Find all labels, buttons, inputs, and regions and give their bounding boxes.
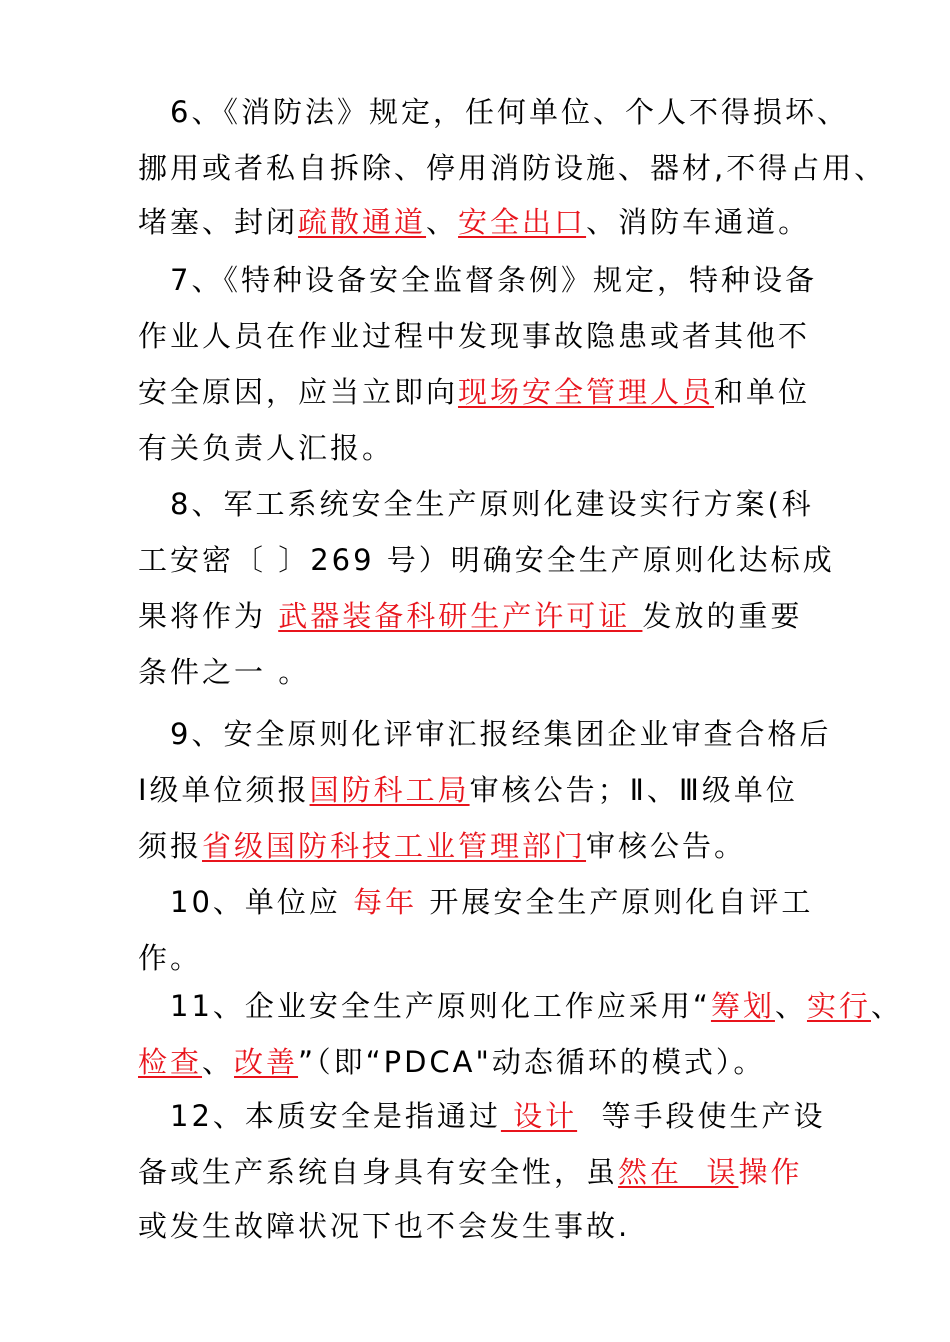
item-11-line-2: 检查、改善”（即“PDCA"动态循环的模式）。: [138, 1045, 766, 1079]
item-7-line-1: 7、《特种设备安全监督条例》规定，特种设备: [170, 263, 817, 297]
answer-weapons-license: 武器装备科研生产许可证: [278, 599, 643, 633]
answer-site-safety-manager: 现场安全管理人员: [458, 375, 715, 409]
item-6-line-3: 堵塞、封闭疏散通道、安全出口、消防车通道。: [138, 205, 811, 239]
answer-check: 检查: [138, 1045, 203, 1079]
item-12-line-3: 或发生故障状况下也不会发生事故.: [138, 1209, 631, 1243]
item-6-line-2: 挪用或者私自拆除、停用消防设施、器材,不得占用、: [138, 151, 887, 185]
answer-evacuation-route: 疏散通道: [298, 205, 427, 239]
item-8-line-3: 果将作为 武器装备科研生产许可证 发放的重要: [138, 599, 803, 633]
item-10-line-1: 10、单位应 每年 开展安全生产原则化自评工: [170, 885, 814, 919]
item-12-line-2: 备或生产系统自身具有安全性，虽然在 误操作: [138, 1155, 803, 1189]
answer-design: 设计: [500, 1099, 578, 1133]
item-7-line-2: 作业人员在作业过程中发现事故隐患或者其他不: [138, 319, 811, 353]
item-12-line-1: 12、本质安全是指通过 设计 等手段使生产设: [170, 1099, 826, 1133]
item-9-line-3: 须报省级国防科技工业管理部门审核公告。: [138, 829, 747, 863]
item-7-line-4: 有关负责人汇报。: [138, 431, 395, 465]
item-7-line-3: 安全原因，应当立即向现场安全管理人员和单位: [138, 375, 811, 409]
item-11-line-1: 11、企业安全生产原则化工作应采用“筹划、实行、: [170, 989, 903, 1023]
item-9-line-1: 9、安全原则化评审汇报经集团企业审查合格后: [170, 717, 832, 751]
answer-do: 实行: [806, 989, 871, 1023]
item-10-line-2: 作。: [138, 941, 203, 975]
answer-misoperation: 然在 误: [618, 1155, 739, 1189]
item-8-line-1: 8、军工系统安全生产原则化建设实行方案(科: [170, 487, 814, 521]
answer-plan: 筹划: [710, 989, 775, 1023]
item-8-line-4: 条件之一 。: [138, 655, 311, 689]
answer-act: 改善: [234, 1045, 299, 1079]
answer-safety-exit: 安全出口: [458, 205, 587, 239]
item-8-line-2: 工安密〔 〕269 号）明确安全生产原则化达标成: [138, 543, 835, 577]
item-6-line-1: 6、《消防法》规定，任何单位、个人不得损坏、: [170, 95, 849, 129]
item-9-line-2: Ⅰ级单位须报国防科工局审核公告；Ⅱ、Ⅲ级单位: [138, 773, 798, 807]
answer-defense-bureau: 国防科工局: [309, 773, 470, 807]
answer-every-year: 每年: [353, 885, 418, 919]
answer-provincial-department: 省级国防科技工业管理部门: [202, 829, 587, 863]
